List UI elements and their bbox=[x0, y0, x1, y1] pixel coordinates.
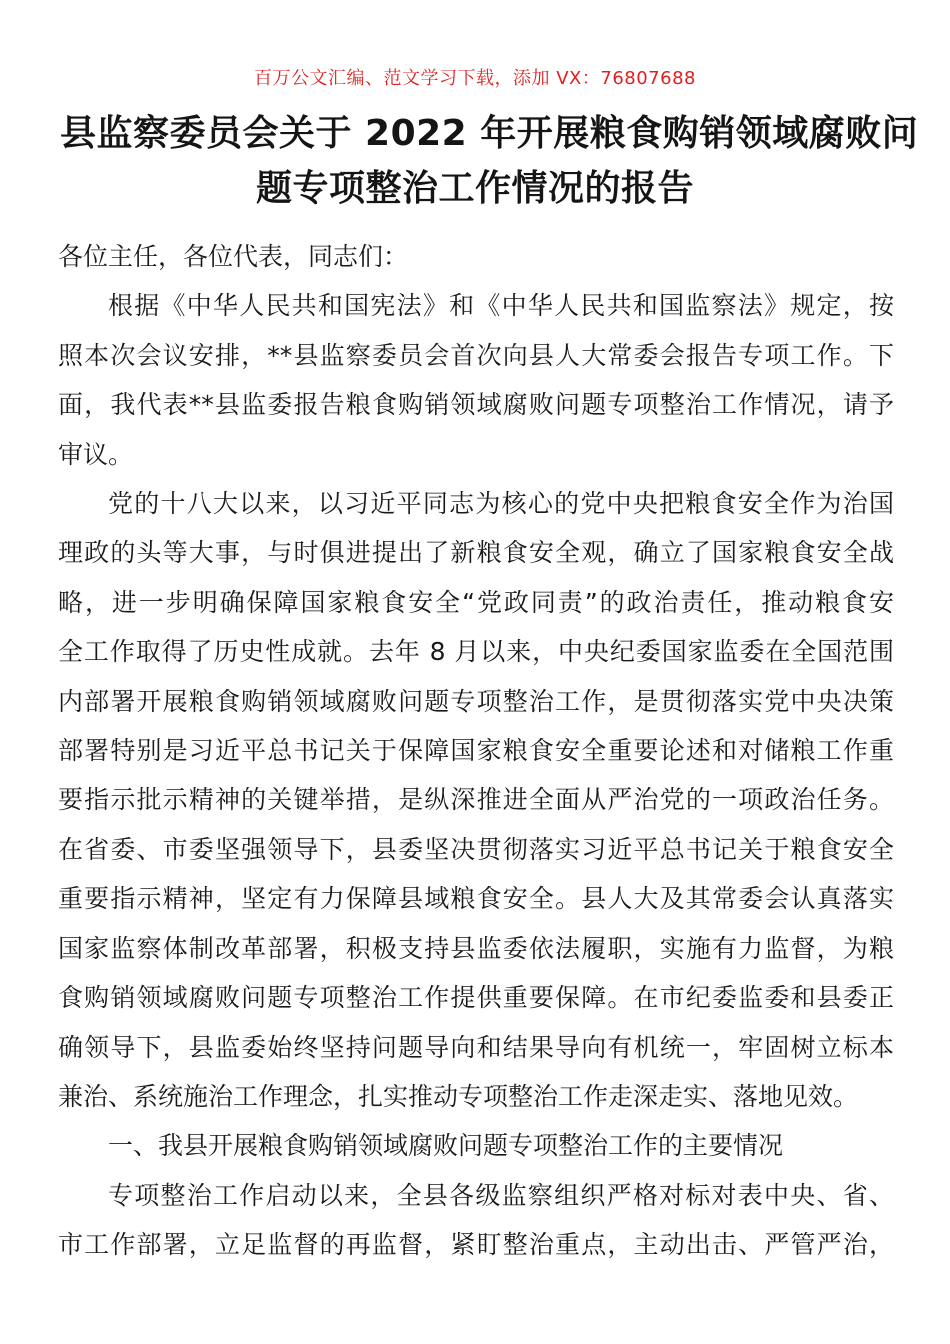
title-line-1: 县监察委员会关于 2022 年开展粮食购销领域腐败问 bbox=[60, 113, 919, 154]
paragraph-line: 专项整治工作启动以来，全县各级监察组织严格对标对表中央、省、 bbox=[108, 1180, 894, 1210]
paragraph-line: 在省委、市委坚强领导下，县委坚决贯彻落实习近平总书记关于粮食安全 bbox=[58, 834, 894, 864]
salutation-line: 各位主任，各位代表，同志们： bbox=[58, 242, 409, 271]
paragraph-line: 兼治、系统施治工作理念，扎实推动专项整治工作走深走实、落地见效。 bbox=[58, 1081, 859, 1111]
paragraph-line: 略，进一步明确保障国家粮食安全“党政同责”的政治责任，推动粮食安 bbox=[58, 587, 894, 617]
salutation bbox=[58, 232, 894, 281]
title-line-2: 题专项整治工作情况的报告 bbox=[255, 168, 694, 209]
paragraph-line: 全工作取得了历史性成就。去年 8 月以来，中央纪委国家监委在全国范围 bbox=[58, 637, 894, 667]
paragraph-line: 国家监察体制改革部署，积极支持县监委依法履职，实施有力监督，为粮 bbox=[58, 933, 894, 963]
watermark-notice: 百万公文汇编、范文学习下载，添加 VX：76807688 bbox=[254, 68, 696, 89]
paragraph-line: 要指示批示精神的关键举措，是纵深推进全面从严治党的一项政治任务。 bbox=[58, 785, 894, 815]
paragraph-line: 审议。 bbox=[58, 439, 134, 469]
paragraph-1 bbox=[58, 281, 894, 479]
paragraph-3 bbox=[58, 1171, 894, 1270]
paragraph-line: 部署特别是习近平总书记关于保障国家粮食安全重要论述和对储粮工作重 bbox=[58, 736, 894, 766]
document-title bbox=[60, 106, 919, 216]
paragraph-line: 面，我代表**县监委报告粮食购销领域腐败问题专项整治工作情况，请予 bbox=[58, 390, 894, 420]
paragraph-2 bbox=[58, 479, 894, 1121]
paragraph-line: 内部署开展粮食购销领域腐败问题专项整治工作，是贯彻落实党中央决策 bbox=[58, 686, 894, 716]
paragraph-line: 根据《中华人民共和国宪法》和《中华人民共和国监察法》规定，按 bbox=[108, 291, 894, 321]
section-heading-1 bbox=[58, 1121, 894, 1170]
paragraph-line: 理政的头等大事，与时俱进提出了新粮食安全观，确立了国家粮食安全战 bbox=[58, 538, 894, 568]
paragraph-line: 照本次会议安排，**县监察委员会首次向县人大常委会报告专项工作。下 bbox=[58, 340, 894, 370]
document-body bbox=[58, 232, 894, 1270]
section-heading-line: 一、我县开展粮食购销领域腐败问题专项整治工作的主要情况 bbox=[108, 1131, 784, 1161]
paragraph-line: 市工作部署，立足监督的再监督，紧盯整治重点，主动出击、严管严治， bbox=[58, 1230, 894, 1260]
paragraph-line: 食购销领域腐败问题专项整治工作提供重要保障。在市纪委监委和县委正 bbox=[58, 983, 894, 1013]
paragraph-line: 确领导下，县监委始终坚持问题导向和结果导向有机统一，牢固树立标本 bbox=[58, 1032, 894, 1062]
paragraph-line: 党的十八大以来，以习近平同志为核心的党中央把粮食安全作为治国 bbox=[108, 489, 894, 519]
paragraph-line: 重要指示精神，坚定有力保障县域粮食安全。县人大及其常委会认真落实 bbox=[58, 884, 894, 914]
